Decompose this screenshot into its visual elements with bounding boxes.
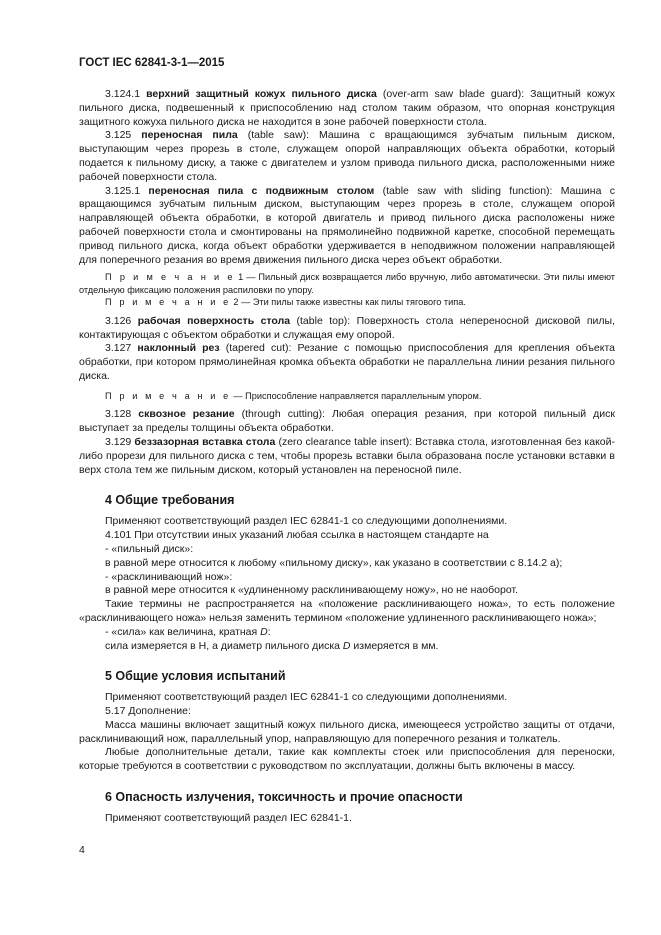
note-label: П р и м е ч а н и е [105,297,231,308]
section-4-paragraph: Применяют соответствующий раздел IEC 62841-1 со следующими дополнениями. [105,515,508,528]
definition-3-127 [79,342,615,383]
definition-text: (tapered cut): Резание с помощью приспособления для крепления объекта обработки, при котором прямолинейная кромка объекта обработки не параллельна линии резания пильного диска. [79,342,615,383]
definition-text: (through cutting): Любая операция резания, при которой пильный диск выступает за пределы толщины объекта обработки. [79,408,616,435]
clause-number: 3.124.1 [105,88,141,100]
document-header: ГОСТ IEC 62841-3-1—2015 [79,57,225,69]
page-number: 4 [79,844,85,856]
definition-3-129 [79,436,615,477]
section-4-paragraph: в равной мере относится к любому «пильному диску», как указано в соответствии с 8.14.2 a); [105,556,563,569]
note-2 [79,296,615,309]
note-text: — Приспособление направляется параллельным упором. [230,390,482,401]
section-4-list-item [79,626,615,640]
section-4-paragraph [79,640,615,654]
text: : [267,625,271,638]
term: рабочая поверхность стола [137,314,291,327]
term: переносная пила с подвижным столом [148,184,375,197]
definition-3-124-1 [79,88,615,129]
section-6-heading: 6 Опасность излучения, токсичность и прочие опасности [105,790,463,805]
definition-text: (over-arm saw blade guard): Защитный кожух пильного диска, подвешенный к приспособлению над столом таким образом, что опорная конструкция защитного кожуха пильного диска не находится в зоне рабочей поверхности стола. [79,88,615,128]
definition-3-125-1 [79,185,615,268]
definition-text: (table saw with sliding function): Машина с вращающимся зубчатым пильным диском, выступающим через прорезь в столе, служащем опорой направляющей объекта обработки, в которой двигатель и привод пильного диска расположены ниже рабочей поверхности стола и смонтированы на прямолинейно подвижной каретке, способной перемещать привод пильного диска, когда объект обработки удерживается в неподвижном положении направляющей для поперечного резания во время движения пильного диска через объект обработки. [79,184,615,266]
section-5-paragraph: Любые дополнительные детали, такие как комплекты стоек или приспособления для переноски, которые требуются в соответствии с руководством по эксплуатации, должны быть включены в массу. [79,746,615,773]
section-4-heading: 4 Общие требования [105,493,235,508]
section-5-paragraph: Применяют соответствующий раздел IEC 62841-1 со следующими дополнениями. [105,691,508,704]
text: измеряется в мм. [350,639,439,652]
term: переносная пила [141,129,238,142]
note-1 [79,271,615,296]
definition-text: (table top): Поверхность стола непереносной дисковой пилы, контактирующая с объектом обработки и служащая ему опорой. [79,314,615,341]
page-body [79,88,615,826]
note-label: П р и м е ч а н и е [105,390,231,401]
section-4-list-item: - «расклинивающий нож»: [105,570,233,583]
section-4-paragraph: Такие термины не распространяется на «положение расклинивающего ножа», то есть положение «расклинивающего ножа» нельзя заменить термином «положение удлиненного расклинивающего ножа»; [79,598,615,624]
definition-3-125 [79,129,615,184]
definition-3-128 [79,408,615,436]
section-4-paragraph: в равной мере относится к «удлиненному расклинивающему ножу», но не наоборот. [105,584,518,597]
term: верхний защитный кожух пильного диска [146,88,377,100]
clause-number: 3.128 [105,408,132,421]
definition-text: (table saw): Машина с вращающимся зубчатым пильным диском, выступающим через прорезь в столе, служащем опорой направляющих объекта обработки, который подается к пильному диску, а также с двигателем и узлом привода пильного диска, расположенными ниже рабочей поверхности стола. [79,129,615,183]
section-6-paragraph: Применяют соответствующий раздел IEC 62841-1. [105,812,352,825]
clause-number: 3.126 [105,314,132,327]
section-5-paragraph: Масса машины включает защитный кожух пильного диска, имеющееся устройство защиты от отдачи, расклинивающий нож, параллельный упор, направляющую для поперечного резания и толкатель. [79,718,615,745]
section-5-heading: 5 Общие условия испытаний [105,669,286,684]
definition-text: (zero clearance table insert): Вставка стола, изготовленная без какой-либо прорези для пильного диска с тем, чтобы прорезь вставки была образована после установки вставки в верх стола тем же пильным диском, который установлен на переносной пиле. [79,435,616,476]
definition-3-126 [79,315,615,343]
note-3 [79,390,615,403]
text: сила измеряется в Н, а диаметр пильного диска [105,639,343,652]
variable: D [342,639,351,652]
term: сквозное резание [138,408,235,421]
clause-number: 3.127 [105,342,132,355]
clause-number: 3.125 [105,129,132,142]
term: наклонный рез [137,342,220,355]
term: беззазорная вставка стола [134,435,276,448]
clause-number: 3.129 [105,435,132,448]
section-4-paragraph: 4.101 При отсутствии иных указаний любая ссылка в настоящем стандарте на [105,529,489,542]
note-text: 2 — Эти пилы также известны как пилы тягового типа. [230,297,466,308]
clause-number: 3.125.1 [105,184,141,197]
section-5-paragraph: 5.17 Дополнение: [105,705,191,718]
note-text: 1 — Пильный диск возвращается либо вручную, либо автоматически. Эти пилы имеют отдельную фиксацию положения распиловки по упору. [79,272,616,295]
text: - «сила» как величина, кратная [105,625,261,638]
section-4-list-item: - «пильный диск»: [105,542,194,555]
variable: D [260,625,268,638]
note-label: П р и м е ч а н и е [105,272,236,283]
